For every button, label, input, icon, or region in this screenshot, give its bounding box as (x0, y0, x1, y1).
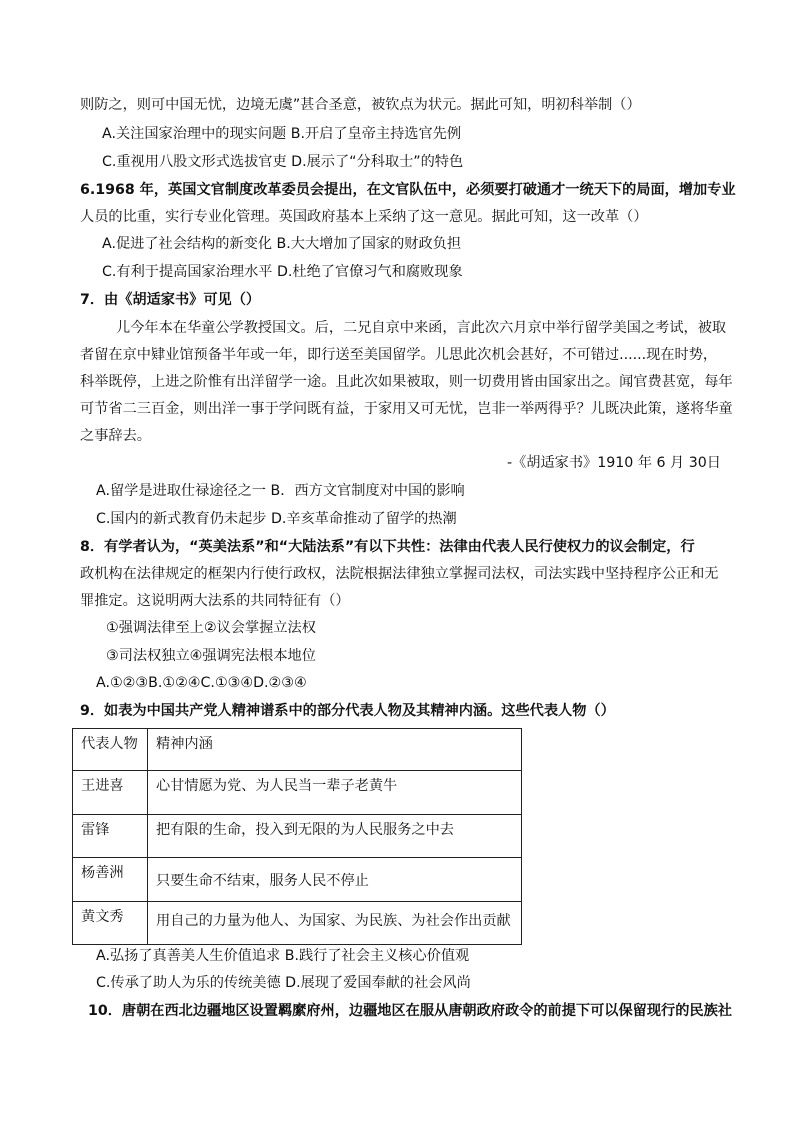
q7-passage-line3: 科举既停，上进之阶惟有出洋留学一途。且此次如果被取，则一切费用皆由国家出之。闻官费甚宽，每年 (80, 374, 733, 390)
q7-options-cd: C.国内的新式教育仍未起步 D.辛亥革命推动了留学的热潮 (96, 511, 457, 527)
table-cell-person: 黄文秀 (73, 902, 148, 945)
q7-passage-line4: 可节省二三百金，则出洋一事于学问既有益，于家用又可无忧，岂非一举两得乎？儿既决此策，遂将华童 (80, 401, 733, 417)
table-header-person: 代表人物 (73, 729, 148, 771)
table-cell-spirit: 只要生命不结束，服务人民不停止 (148, 858, 522, 902)
q6-stem-line2: 人员的比重，实行专业化管理。英国政府基本上采纳了这一意见。据此可知，这一改革（） (80, 209, 648, 225)
table-row (73, 771, 522, 815)
spirit-table (72, 728, 522, 945)
table-cell-person: 雷锋 (73, 815, 148, 858)
q6-options-ab: A.促进了社会结构的新变化 B.大大增加了国家的财政负担 (102, 236, 462, 252)
q7-passage-line1: 儿今年本在华童公学教授国文。后，二兄自京中来函，言此次六月京中举行留学美国之考试，被取 (116, 320, 727, 336)
q8-stem-line3: 罪推定。这说明两大法系的共同特征有（） (80, 593, 350, 609)
q8-items-line1: ①强调法律至上②议会掌握立法权 (106, 620, 316, 636)
q9-stem: 9．如表为中国共产党人精神谱系中的部分代表人物及其精神内涵。这些代表人物（） (80, 703, 615, 719)
table-cell-spirit: 把有限的生命，投入到无限的为人民服务之中去 (148, 815, 522, 858)
table-header-spirit: 精神内涵 (148, 729, 522, 771)
q10-stem: 10．唐朝在西北边疆地区设置羁縻府州，边疆地区在服从唐朝政府政令的前提下可以保留现行的民族社 (88, 1003, 732, 1019)
q6-options-cd: C.有利于提高国家治理水平 D.杜绝了官僚习气和腐败现象 (102, 264, 463, 280)
q8-stem-line1: 8．有学者认为，“英美法系”和“大陆法系”有以下共性：法律由代表人民行使权力的议会制定，行 (80, 539, 695, 555)
q5-options-ab: A.关注国家治理中的现实问题 B.开启了皇帝主持选官先例 (102, 126, 462, 142)
q5-options-cd: C.重视用八股文形式选拔官吏 D.展示了“分科取士”的特色 (102, 154, 464, 170)
table-row (73, 815, 522, 858)
table-cell-spirit: 心甘情愿为党、为人民当一辈子老黄牛 (148, 771, 522, 815)
q7-options-ab: A.留学是进取仕禄途径之一 B．西方文官制度对中国的影响 (96, 483, 465, 499)
q5-stem-tail: 则防之，则可中国无忧，边境无虞”甚合圣意，被钦点为状元。据此可知，明初科举制（） (80, 97, 641, 113)
table-header-row (73, 729, 522, 771)
table-row (73, 902, 522, 945)
q9-options-ab: A.弘扬了真善美人生价值追求 B.践行了社会主义核心价值观 (96, 948, 470, 964)
q7-source: -《胡适家书》1910 年 6 月 30日 (506, 455, 721, 471)
q6-stem-line1: 6.1968 年，英国文官制度改革委员会提出，在文官队伍中，必须要打破通才一统天下的局面，增加专业 (80, 182, 736, 198)
q7-passage-line5: 之事辞去。 (80, 428, 151, 444)
table-cell-person: 杨善洲 (73, 858, 148, 902)
table-cell-spirit: 用自己的力量为他人、为国家、为民族、为社会作出贡献 (148, 902, 522, 945)
table-row (73, 858, 522, 902)
q8-options: A.①②③B.①②④C.①③④D.②③④ (96, 675, 307, 691)
table-cell-person: 王进喜 (73, 771, 148, 815)
q9-options-cd: C.传承了助人为乐的传统美德 D.展现了爱国奉献的社会风尚 (96, 975, 471, 991)
q7-passage-line2: 者留在京中肄业馆预备半年或一年，即行送至美国留学。儿思此次机会甚好，不可错过......现在时势， (80, 347, 718, 363)
q8-items-line2: ③司法权独立④强调宪法根本地位 (106, 648, 316, 664)
q7-stem: 7．由《胡适家书》可见（） (80, 292, 261, 308)
q8-stem-line2: 政机构在法律规定的框架内行使行政权，法院根据法律独立掌握司法权，司法实践中坚持程序公正和无 (80, 566, 719, 582)
